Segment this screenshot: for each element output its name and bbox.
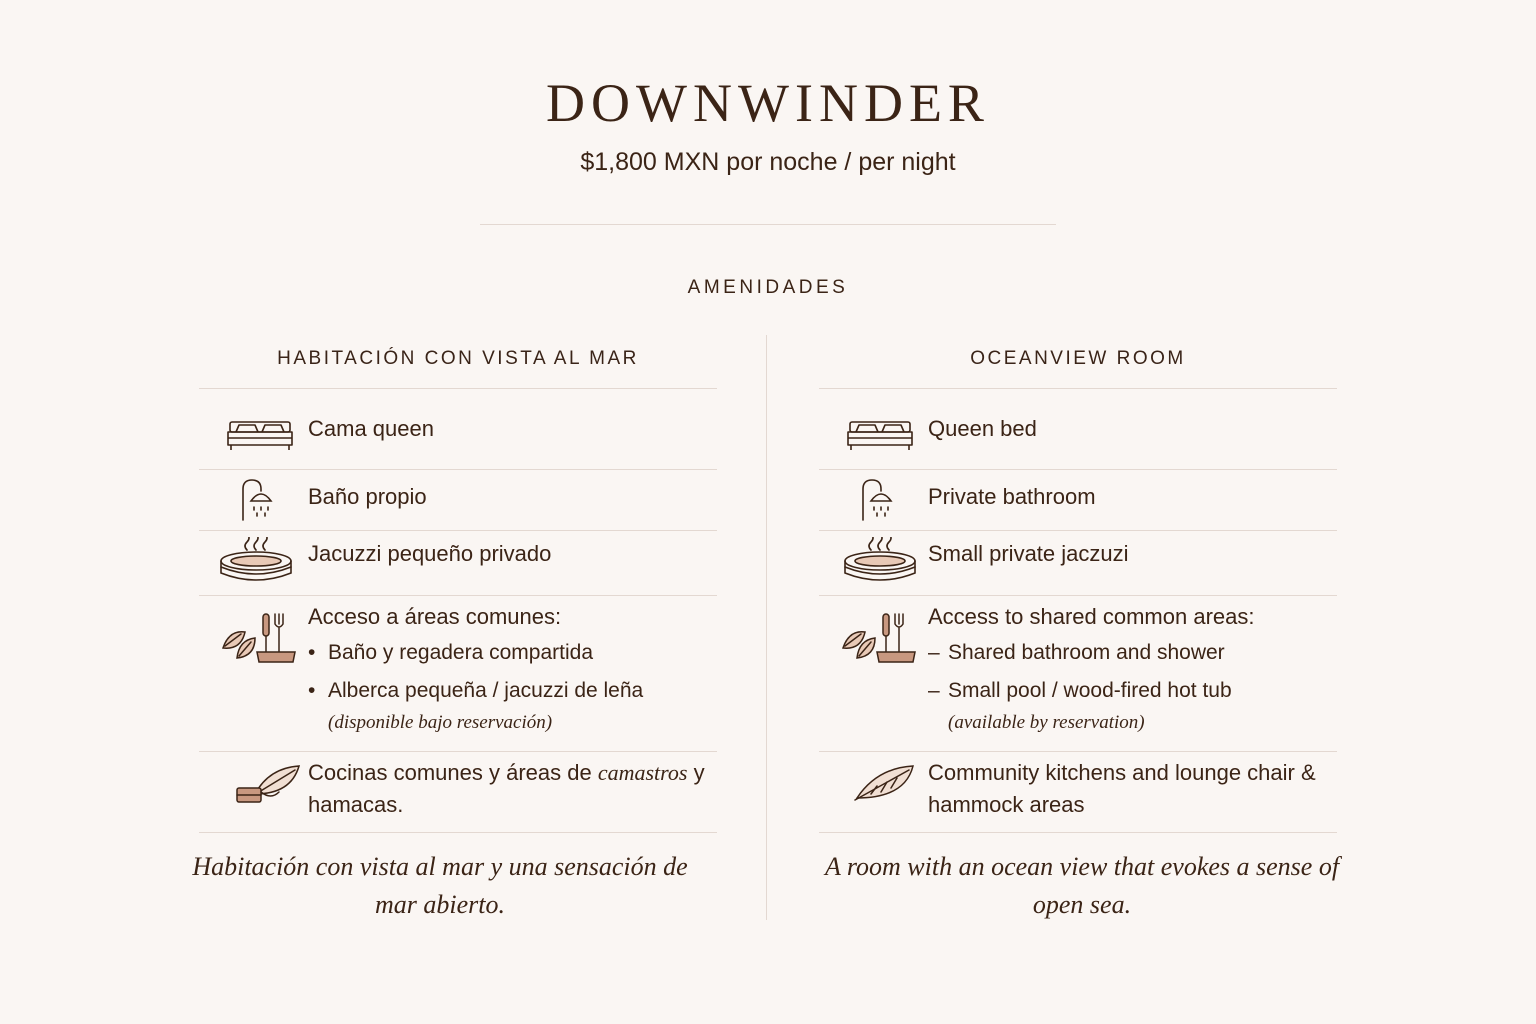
amenity-bed bbox=[819, 389, 1337, 470]
kitchens-emphasis: camastros bbox=[597, 760, 688, 785]
section-label: AMENIDADES bbox=[687, 277, 849, 298]
bullet: • bbox=[308, 641, 316, 664]
reservation-note: (available by reservation) bbox=[948, 712, 1145, 733]
common-area-item bbox=[308, 634, 708, 672]
amenity-common-areas bbox=[819, 596, 1337, 752]
dash-bullet: – bbox=[928, 679, 940, 702]
spanish-closing-note: Habitación con vista al mar y una sensación de mar abierto. bbox=[192, 852, 688, 919]
amenity-bath-label: Private bathroom bbox=[928, 484, 1096, 509]
common-areas-icon bbox=[839, 610, 919, 668]
common-areas-heading: Access to shared common areas: bbox=[928, 604, 1255, 629]
amenity-bath-label: Baño propio bbox=[308, 484, 427, 509]
amenity-kitchens bbox=[819, 752, 1337, 833]
amenity-jacuzzi bbox=[819, 531, 1337, 596]
header-divider bbox=[480, 224, 1056, 225]
amenity-jacuzzi-label: Small private jaczuzi bbox=[928, 541, 1129, 566]
amenity-kitchens-label: Community kitchens and lounge chair & hammock areas bbox=[928, 760, 1316, 817]
shower-icon bbox=[237, 477, 281, 521]
spanish-column-title: HABITACIÓN CON VISTA AL MAR bbox=[199, 340, 717, 389]
common-area-item-label: Baño y regadera compartida bbox=[328, 641, 593, 664]
amenity-kitchens bbox=[199, 752, 717, 833]
jacuzzi-icon bbox=[219, 537, 293, 583]
amenity-jacuzzi-label: Jacuzzi pequeño privado bbox=[308, 541, 552, 566]
amenity-common-areas-text bbox=[928, 600, 1328, 736]
amenity-bath bbox=[819, 470, 1337, 531]
reservation-note: (disponible bajo reservación) bbox=[328, 712, 553, 733]
english-closing-note: A room with an ocean view that evokes a sense of open sea. bbox=[824, 852, 1340, 919]
english-column bbox=[819, 340, 1337, 833]
kitchens-text: Cocinas comunes y áreas de bbox=[308, 760, 598, 785]
kitchens-text-end: y hamacas. bbox=[308, 760, 705, 817]
column-divider bbox=[766, 335, 767, 920]
jacuzzi-icon bbox=[843, 537, 917, 583]
amenity-jacuzzi bbox=[199, 531, 717, 596]
dash-bullet: – bbox=[928, 641, 940, 664]
amenity-bath bbox=[199, 470, 717, 531]
amenity-common-areas-text bbox=[308, 600, 708, 736]
feather-leaf-icon bbox=[853, 764, 917, 804]
amenity-kitchens-label bbox=[308, 757, 718, 821]
bed-icon bbox=[227, 419, 293, 451]
common-area-item-label: Shared bathroom and shower bbox=[948, 641, 1225, 664]
amenity-bed-label: Cama queen bbox=[308, 416, 434, 441]
common-area-item bbox=[308, 672, 708, 710]
amenity-bed bbox=[199, 389, 717, 470]
common-area-item bbox=[928, 634, 1328, 672]
common-areas-icon bbox=[219, 610, 299, 668]
page-title: DOWNWINDER bbox=[546, 73, 990, 133]
spanish-column bbox=[199, 340, 717, 833]
common-area-item-label: Alberca pequeña / jacuzzi de leña bbox=[328, 679, 644, 702]
english-column-title: OCEANVIEW ROOM bbox=[819, 340, 1337, 389]
hammock-leaf-icon bbox=[235, 764, 303, 808]
bed-icon bbox=[847, 419, 913, 451]
price: $1,800 MXN por noche / per night bbox=[580, 148, 956, 176]
common-area-item-label: Small pool / wood-fired hot tub bbox=[948, 679, 1232, 702]
common-areas-heading: Acceso a áreas comunes: bbox=[308, 604, 562, 629]
amenity-bed-label: Queen bed bbox=[928, 416, 1037, 441]
common-area-item bbox=[928, 672, 1328, 710]
amenity-common-areas bbox=[199, 596, 717, 752]
bullet: • bbox=[308, 679, 316, 702]
shower-icon bbox=[857, 477, 901, 521]
